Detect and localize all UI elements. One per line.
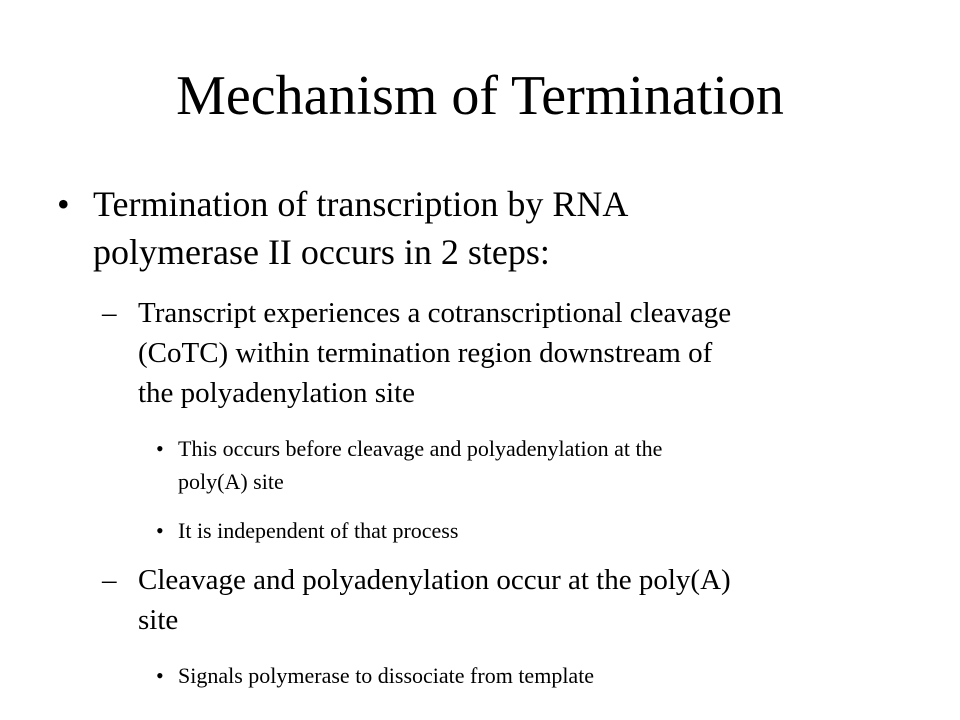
bullet-icon: •	[57, 184, 70, 224]
sub-sub-item-text	[178, 432, 896, 498]
bullet-item-main	[57, 180, 877, 280]
sub-item-text	[138, 293, 906, 413]
sub-item-text-line: Transcript experiences a cotranscriptional cleavage	[138, 297, 732, 329]
sub-sub-item-text-line: poly(A) site	[178, 469, 284, 494]
bullet-icon: •	[156, 663, 164, 688]
sub-sub-item-text-line: It is independent of that process	[178, 518, 459, 543]
sub-sub-item-text-line: This occurs before cleavage and polyadenylation at the	[178, 436, 663, 461]
sub-sub-item-text	[178, 514, 896, 547]
bullet-icon: •	[156, 436, 164, 461]
sub-sub-item-independent	[156, 514, 896, 547]
sub-item-text-line: (CoTC) within termination region downstream of	[138, 337, 713, 369]
sub-item-text-line: Cleavage and polyadenylation occur at the poly(A)	[138, 564, 731, 596]
sub-sub-item-signals	[156, 659, 896, 692]
sub-sub-item-before-cleavage	[156, 432, 896, 498]
sub-sub-item-text	[178, 659, 896, 692]
bullet-icon: •	[156, 518, 164, 543]
sub-item-text	[138, 560, 906, 640]
dash-icon: –	[102, 564, 117, 596]
dash-icon: –	[102, 297, 117, 329]
slide-title: Mechanism of Termination	[176, 65, 784, 127]
sub-item-cotc	[102, 293, 902, 417]
sub-sub-item-text-line: Signals polymerase to dissociate from template	[178, 663, 595, 688]
sub-item-cleavage	[102, 560, 902, 642]
bullet-text-line: polymerase II occurs in 2 steps:	[93, 232, 550, 272]
bullet-text	[93, 180, 873, 276]
sub-item-text-line: site	[138, 604, 179, 636]
sub-item-text-line: the polyadenylation site	[138, 377, 416, 409]
bullet-text-line: Termination of transcription by RNA	[93, 184, 629, 224]
